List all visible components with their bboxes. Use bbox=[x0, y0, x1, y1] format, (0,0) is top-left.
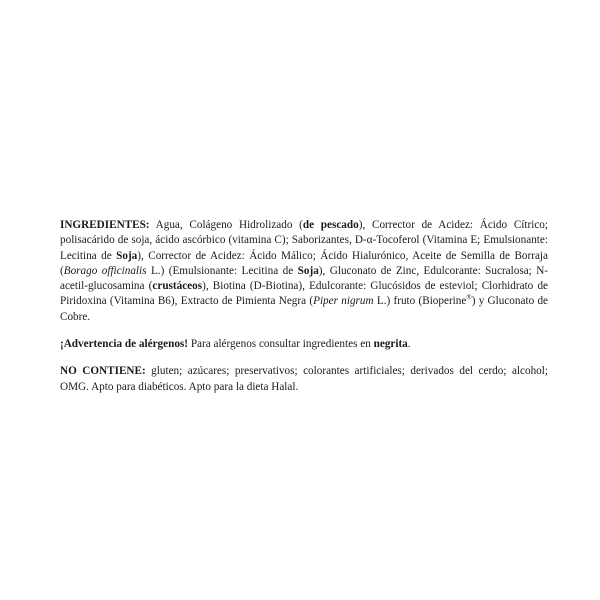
ingredients-text: ), Biotina (D-Biotina), Edulcorante: Glucósidos de esteviol; Clorhidrato de Piridoxina (Vitamina B6), Extracto de Pimienta Negra ( bbox=[60, 280, 548, 308]
allergen-warning-text: . bbox=[407, 338, 411, 351]
allergen-fish: de pescado bbox=[302, 219, 359, 231]
ingredients-paragraph bbox=[60, 218, 548, 325]
botanical-name: Borago officinalis bbox=[63, 264, 147, 277]
ingredients-heading: INGREDIENTES: bbox=[60, 219, 150, 231]
allergen-warning-text: Para alérgenos consultar ingredientes en bbox=[188, 338, 374, 351]
free-from-text: gluten; azúcares; preservativos; colorantes artificiales; derivados del cerdo; alcohol; OMG. Apto para diabéticos. Apto para la dieta Halal. bbox=[60, 365, 548, 393]
allergen-soy: Soja bbox=[116, 249, 138, 262]
ingredients-text: L.) fruto (Bioperine bbox=[373, 295, 467, 308]
botanical-name: Piper nigrum bbox=[313, 295, 374, 308]
allergen-warning-heading: ¡Advertencia de alérgenos! bbox=[60, 338, 189, 351]
ingredients-text: L.) (Emulsionante: Lecitina de bbox=[146, 264, 298, 277]
free-from-heading: NO CONTIENE: bbox=[60, 365, 146, 378]
bold-word: negrita bbox=[373, 338, 408, 351]
ingredients-text: ), Corrector de Acidez: Ácido Málico; Ácido Hialurónico, Aceite de Semilla de Borraja ( bbox=[60, 249, 548, 277]
registered-mark: ® bbox=[466, 293, 472, 302]
allergen-warning-paragraph bbox=[60, 337, 548, 352]
allergen-crustaceans: crustáceos bbox=[152, 280, 203, 293]
allergen-soy: Soja bbox=[297, 264, 319, 277]
label-text-block bbox=[60, 218, 548, 395]
ingredients-text: Agua, Colágeno Hidrolizado ( bbox=[149, 219, 303, 231]
ingredients-text: ), Corrector de Acidez: Ácido Cítrico; polisacárido de soja, ácido ascórbico (vitamina C); Saborizantes, D-α-Tocoferol (Vitamina E; Emulsionante: Lecitina de bbox=[60, 219, 549, 262]
ingredients-text: ) y Gluconato de Cobre. bbox=[60, 295, 548, 323]
free-from-paragraph bbox=[60, 364, 548, 395]
ingredients-text: ), Gluconato de Zinc, Edulcorante: Sucralosa; N-acetil-glucosamina ( bbox=[60, 264, 549, 293]
